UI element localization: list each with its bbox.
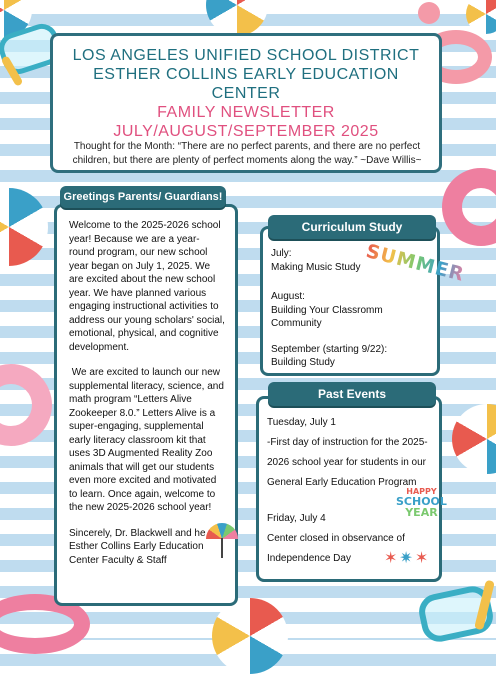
newsletter-months: JULY/AUGUST/SEPTEMBER 2025	[113, 123, 379, 140]
september-label: September (starting 9/22):	[271, 343, 388, 355]
flamingo-head-icon	[418, 2, 440, 24]
fireworks-icon: ✶✷✶	[384, 550, 431, 567]
september-value: Building Study	[271, 357, 335, 368]
summer-sticker-text: SUMMER	[363, 240, 467, 286]
newsletter-title: FAMILY NEWSLETTER	[157, 104, 335, 121]
happy-school-year-sticker	[396, 487, 447, 518]
district-name: LOS ANGELES UNIFIED SCHOOL DISTRICT	[72, 47, 420, 64]
swim-ring-left-icon	[0, 364, 52, 446]
event-1-description: -First day of instruction for the 2025-2026 school year for students in our General Early Education Program	[267, 437, 428, 488]
thought-of-the-month: Thought for the Month: “There are no perfect parents, and there are no perfect children, but there are plenty of perfect moments along the way.” ~Dave Willis~	[72, 141, 422, 166]
beach-ball-right-middle-icon	[452, 404, 496, 474]
past-events-title: Past Events	[268, 382, 436, 406]
happy-text: HAPPY	[406, 487, 437, 496]
center-name-line2: CENTER	[211, 85, 281, 102]
event-2-description: Center closed in observance of Independence Day	[267, 533, 405, 564]
center-name-line1: ESTHER COLLINS EARLY EDUCATION	[93, 66, 399, 83]
beach-ball-left-middle-icon	[0, 188, 48, 266]
greetings-title: Greetings Parents/ Guardians!	[60, 186, 226, 208]
greetings-paragraph-1: Welcome to the 2025-2026 school year! Because we are a year-round program, our new school year began on July 1, 2025. We are excited about the new school year. We have planned various engaging instructional activities to address our young scholars' social, emotional, physical, and cognitive development.	[69, 220, 225, 353]
year-text: YEAR	[405, 506, 438, 519]
event-2-date: Friday, July 4	[267, 513, 326, 524]
greetings-signature: Sincerely, Dr. Blackwell and he Esther Collins Early Education Center Faculty & Staff	[69, 527, 206, 566]
beach-ball-top-center-icon	[206, 0, 268, 36]
july-label: July:	[271, 248, 292, 259]
greetings-box	[54, 204, 238, 606]
event-1-date: Tuesday, July 1	[267, 417, 336, 428]
july-value: Making Music Study	[271, 261, 361, 273]
beach-ball-bottom-center-icon	[212, 598, 288, 674]
greetings-paragraph-2: We are excited to launch our new supplemental literacy, science, and math program “Letters Alive Zookeeper 8.0.” Letters Alive is a super-engaging, supplemental early literacy classroom kit that uses 3D Augmented Reality Zoo animals that will get our students even more excited and motivated to learn. Once again, welcome to the new 2025-2026 school year!	[69, 367, 227, 513]
august-label: August:	[271, 291, 305, 302]
august-value: Building Your Classromm Community	[271, 304, 383, 329]
curriculum-study-title: Curriculum Study	[268, 215, 436, 239]
school-text: SCHOOL	[396, 495, 447, 508]
beach-ball-top-right-icon	[466, 0, 496, 34]
swim-ring-right-icon	[442, 168, 496, 246]
curriculum-study-box	[260, 226, 440, 376]
beach-umbrella-pole-icon	[221, 538, 223, 558]
